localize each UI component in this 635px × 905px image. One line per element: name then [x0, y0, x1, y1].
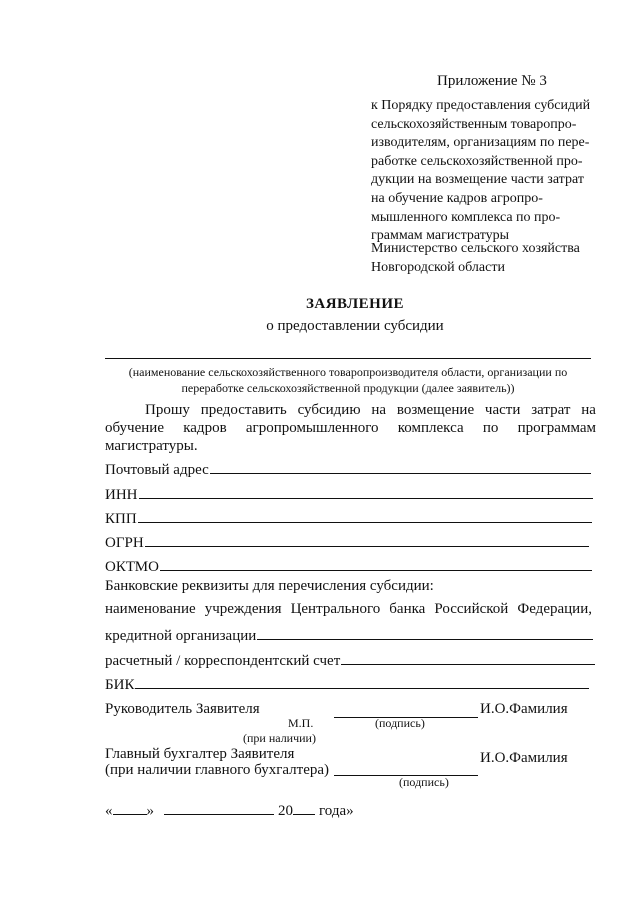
credit-org-input[interactable]: [257, 624, 593, 640]
word: Федерации,: [517, 601, 592, 617]
word: на: [371, 402, 387, 418]
word: части: [484, 402, 521, 418]
appendix-line: к Порядку предоставления субсидий: [371, 98, 591, 113]
word: на: [581, 402, 596, 418]
postal-address-input[interactable]: [210, 458, 591, 474]
oktmo-field: [105, 555, 592, 576]
date-open-quote: «: [105, 803, 113, 819]
head-label: Руководитель Заявителя: [105, 701, 260, 717]
word: предоставить: [200, 402, 287, 418]
bik-field: [105, 673, 589, 694]
appendix-line: граммам магистратуры: [371, 228, 510, 244]
bik-label: БИК: [105, 677, 135, 693]
head-name: И.О.Фамилия: [480, 701, 568, 717]
date-row: [105, 800, 354, 820]
inn-input[interactable]: [139, 483, 593, 499]
date-close-quote: »: [146, 803, 154, 819]
year-prefix: 20: [278, 803, 293, 819]
applicant-name-line[interactable]: [105, 358, 591, 359]
word: комплекса: [397, 420, 464, 436]
oktmo-input[interactable]: [160, 555, 592, 571]
ogrn-input[interactable]: [145, 531, 589, 547]
accountant-signature-caption: (подпись): [399, 775, 449, 789]
accountant-name: И.О.Фамилия: [480, 750, 568, 766]
word: затрат: [531, 402, 571, 418]
word: программам: [517, 420, 596, 436]
bik-input[interactable]: [135, 673, 589, 689]
kpp-field: [105, 507, 592, 528]
account-input[interactable]: [341, 649, 595, 665]
bank-details-heading: Банковские реквизиты для перечисления субсидии:: [105, 578, 434, 594]
appendix-line: мышленного комплекса по про-: [371, 209, 561, 225]
postal-address-field: [105, 458, 591, 479]
postal-address-label: Почтовый адрес: [105, 462, 209, 478]
word: субсидию: [297, 402, 361, 418]
accountant-note: (при наличии главного бухгалтера): [105, 762, 330, 778]
credit-org-label: кредитной организации: [105, 628, 257, 644]
appendix-reference: [371, 97, 590, 246]
word: Центрального: [290, 601, 381, 617]
request-line-3: магистратуры.: [105, 438, 198, 454]
addressee-line: Министерство сельского хозяйства: [371, 241, 580, 256]
institution-name-line: [105, 601, 592, 618]
request-paragraph: [105, 401, 596, 455]
ogrn-field: [105, 531, 589, 552]
appendix-title: Приложение № 3: [437, 73, 547, 89]
kpp-input[interactable]: [138, 507, 592, 523]
stamp-label: М.П.: [288, 716, 314, 730]
request-line-1: [105, 401, 596, 419]
word: обучение: [105, 420, 164, 436]
addressee: [371, 240, 580, 277]
day-input[interactable]: [113, 800, 147, 815]
credit-org-field: [105, 624, 593, 645]
year-input[interactable]: [293, 800, 315, 815]
word: учреждения: [204, 601, 282, 617]
appendix-line: на обучение кадров агропро-: [371, 190, 543, 206]
account-label: расчетный / корреспондентский счет: [105, 653, 341, 669]
year-suffix: года»: [319, 803, 354, 819]
head-signature-caption: (подпись): [375, 716, 425, 730]
addressee-line: Новгородской области: [371, 259, 505, 275]
word: кадров: [183, 420, 227, 436]
accountant-label: Главный бухгалтер Заявителя: [105, 746, 295, 762]
kpp-label: КПП: [105, 511, 137, 527]
word: банка: [389, 601, 426, 617]
appendix-line: дукции на возмещение части затрат: [371, 172, 584, 188]
appendix-line: работке сельскохозяйственной про-: [371, 153, 583, 169]
word: Прошу: [145, 402, 190, 418]
applicant-name-caption: [105, 365, 591, 396]
document-subtitle: о предоставлении субсидии: [266, 318, 444, 334]
word: Российской: [434, 601, 509, 617]
word: агропромышленного: [245, 420, 379, 436]
document-title: ЗАЯВЛЕНИЕ: [305, 296, 405, 312]
appendix-line: изводителям, организациям по пере-: [371, 135, 590, 151]
ogrn-label: ОГРН: [105, 535, 144, 551]
caption-line: переработке сельскохозяйственной продукции (далее заявитель)): [181, 380, 515, 395]
month-input[interactable]: [164, 800, 274, 815]
request-line-2: [105, 419, 596, 437]
word: наименование: [105, 601, 196, 617]
word: возмещение: [396, 402, 475, 418]
word: по: [482, 420, 499, 436]
inn-label: ИНН: [105, 487, 138, 503]
account-field: [105, 649, 595, 670]
oktmo-label: ОКТМО: [105, 559, 159, 575]
inn-field: [105, 483, 593, 504]
stamp-note: (при наличии): [243, 731, 316, 745]
appendix-line: сельскохозяйственным товаропро-: [371, 116, 577, 132]
caption-line: (наименование сельскохозяйственного товаропроизводителя области, организации по: [128, 365, 568, 379]
